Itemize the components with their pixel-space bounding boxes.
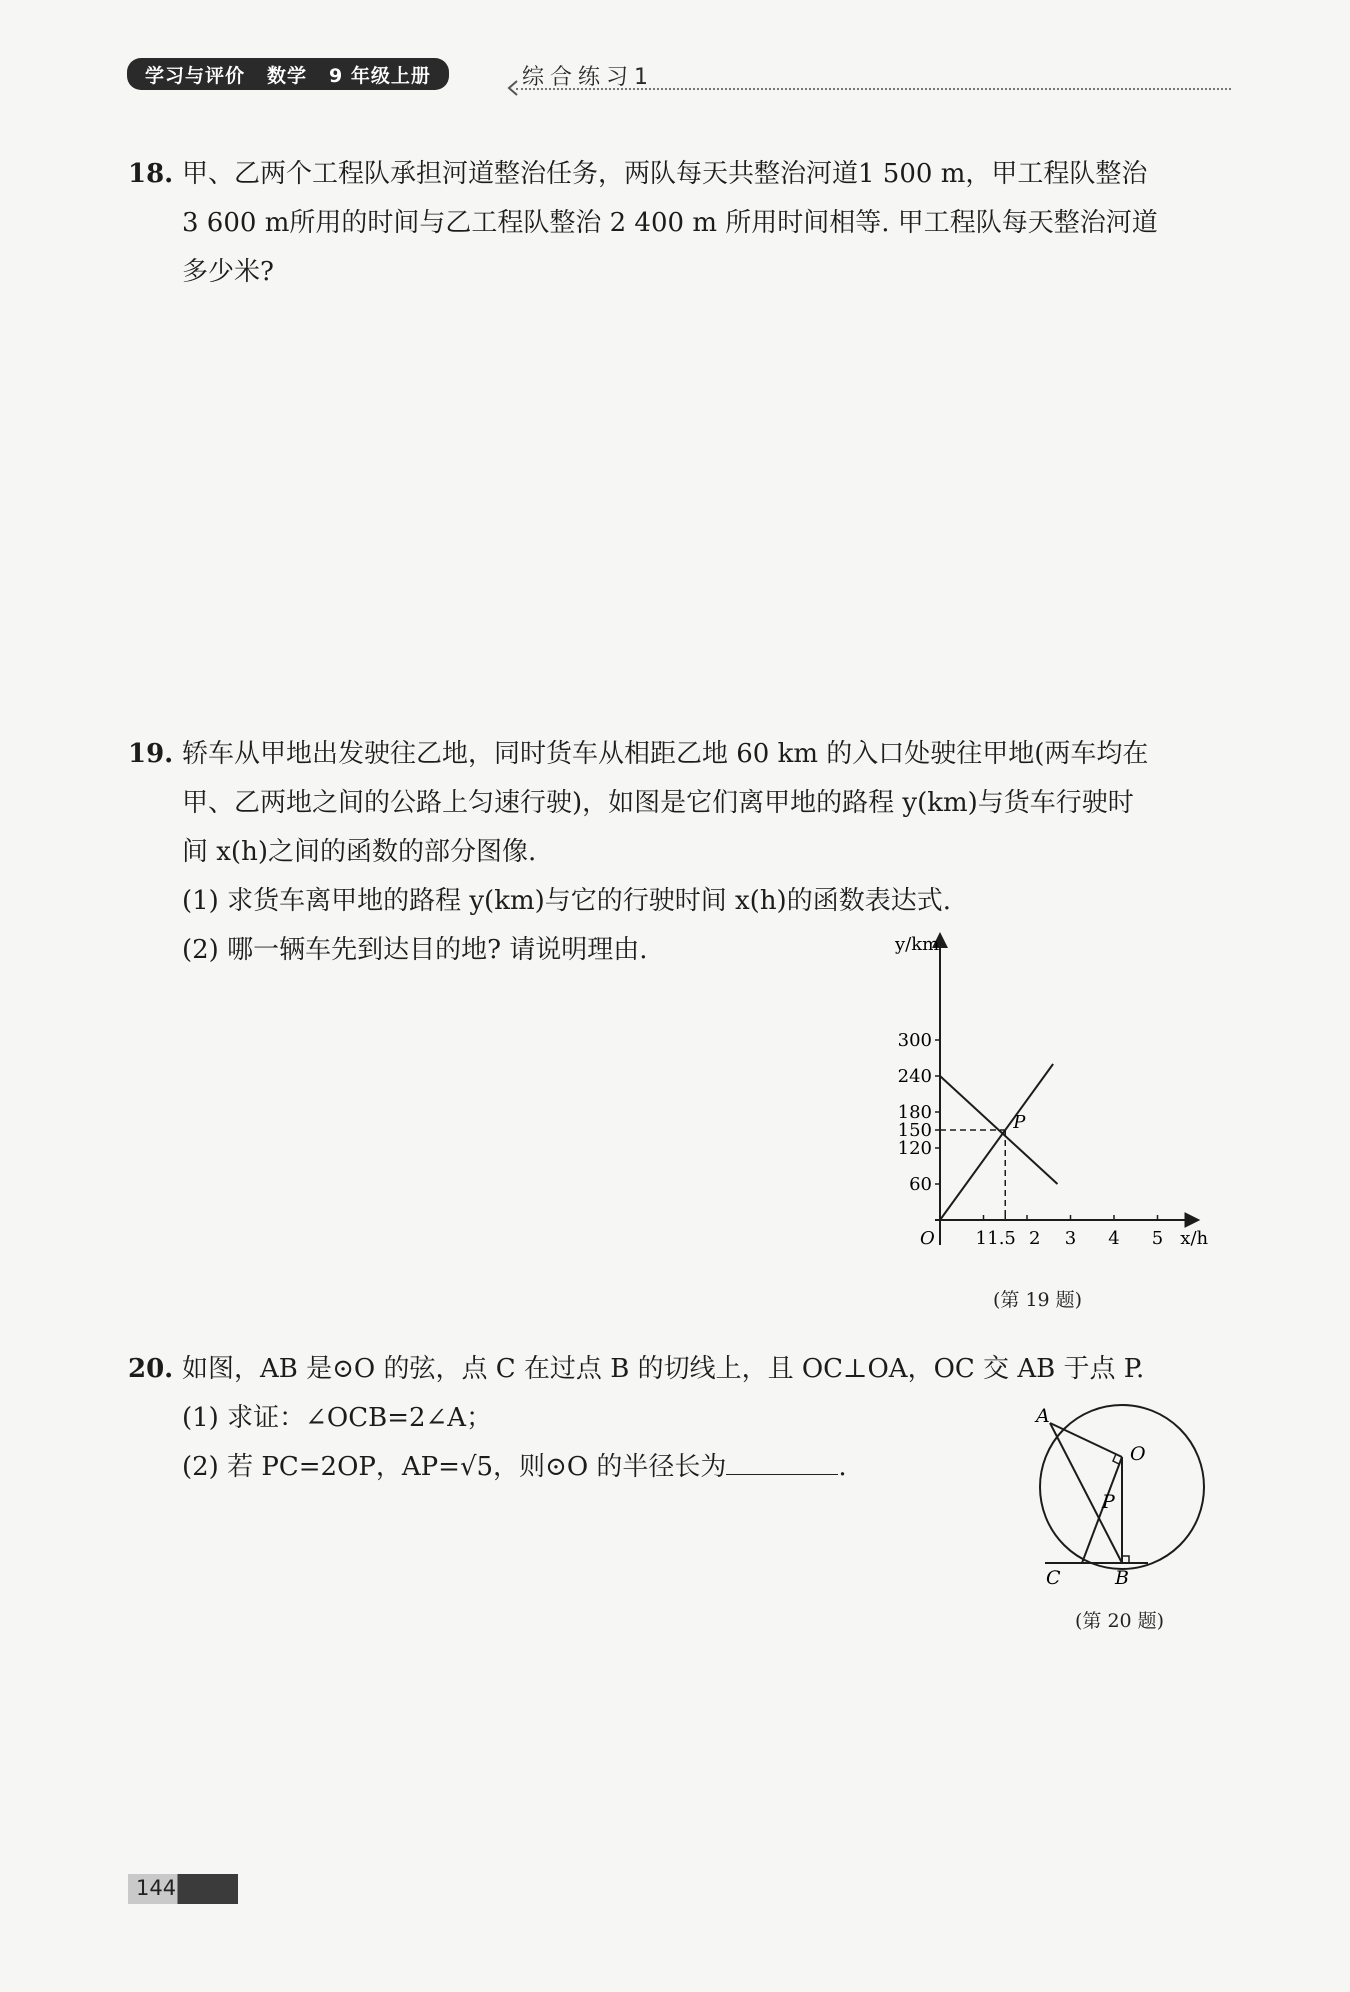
page-number: 144 [136,1876,177,1900]
question-number: 18. [128,159,174,189]
circle-figure [1030,1400,1230,1590]
question-text: 甲、乙两个工程队承担河道整治任务，两队每天共整治河道1 500 m，甲工程队整治 [182,159,1148,189]
question-text: 如图，AB 是⊙O 的弦，点 C 在过点 B 的切线上，且 OC⊥OA，OC 交 AB 于点 P. [182,1354,1145,1384]
section-title: 综合练习1 [522,65,654,90]
answer-blank[interactable] [726,1450,838,1475]
header-grade: 9 年级上册 [329,64,431,87]
x-tick-label: 2 [1029,1228,1041,1249]
y-tick-label: 300 [897,1030,932,1051]
function-graph [870,925,1230,1255]
point-label-O: O [1130,1443,1146,1465]
y-tick-label: 150 [897,1120,932,1141]
question-text: 间 x(h)之间的函数的部分图像. [182,837,537,867]
header-badge [127,58,449,90]
question-text: 多少米? [182,257,274,287]
intersection-label: P [1013,1112,1026,1133]
header-book-series: 学习与评价 [145,64,246,87]
y-tick-label: 240 [897,1066,932,1087]
radius-OA [1050,1423,1122,1457]
figure-20-caption: (第 20 题) [1075,1610,1165,1632]
sub-question-2-end: . [838,1452,847,1482]
point-label-C: C [1046,1567,1061,1589]
x-tick-label: 4 [1108,1228,1120,1249]
header-subject: 数学 [267,64,308,87]
y-tick-label: 180 [897,1102,932,1123]
sub-question-1: (1) 求货车离甲地的路程 y(km)与它的行驶时间 x(h)的函数表达式. [182,886,951,916]
question-18 [128,150,1282,297]
point-label-A: A [1036,1405,1050,1427]
sub-question-1: (1) 求证：∠OCB=2∠A； [182,1403,493,1433]
question-text: 甲、乙两地之间的公路上匀速行驶)，如图是它们离甲地的路程 y(km)与货车行驶时 [182,788,1134,818]
page-number-bar [128,1874,238,1904]
x-tick-label: 5 [1151,1228,1164,1249]
question-number: 20. [128,1354,174,1384]
right-angle-mark-B [1122,1556,1129,1563]
sub-question-2-text: (2) 若 PC=2OP，AP=√5，则⊙O 的半径长为 [182,1452,727,1482]
question-number: 19. [128,739,174,769]
x-tick-label: 3 [1064,1228,1077,1249]
header-dotted-rule [516,88,1231,90]
series-line-0 [940,1076,1057,1184]
y-tick-label: 60 [909,1174,932,1195]
x-axis-label: x/h [1180,1228,1209,1249]
point-label-P: P [1102,1491,1115,1513]
figure-19-caption: (第 19 题) [993,1289,1083,1311]
question-text: 3 600 m所用的时间与乙工程队整治 2 400 m 所用时间相等. 甲工程队每天整治河道 [182,208,1158,238]
sub-question-2: (2) 哪一辆车先到达目的地? 请说明理由. [182,935,648,965]
x-tick-label: 1 [975,1228,987,1249]
y-tick-label: 120 [897,1138,932,1159]
x-tick-label: 1.5 [987,1228,1016,1249]
point-label-B: B [1115,1567,1129,1589]
y-axis-label: y/km [895,934,940,955]
series-line-1 [940,1064,1053,1220]
question-text: 轿车从甲地出发驶往乙地，同时货车从相距乙地 60 km 的入口处驶往甲地(两车均在 [182,739,1149,769]
origin-label: O [920,1228,935,1249]
